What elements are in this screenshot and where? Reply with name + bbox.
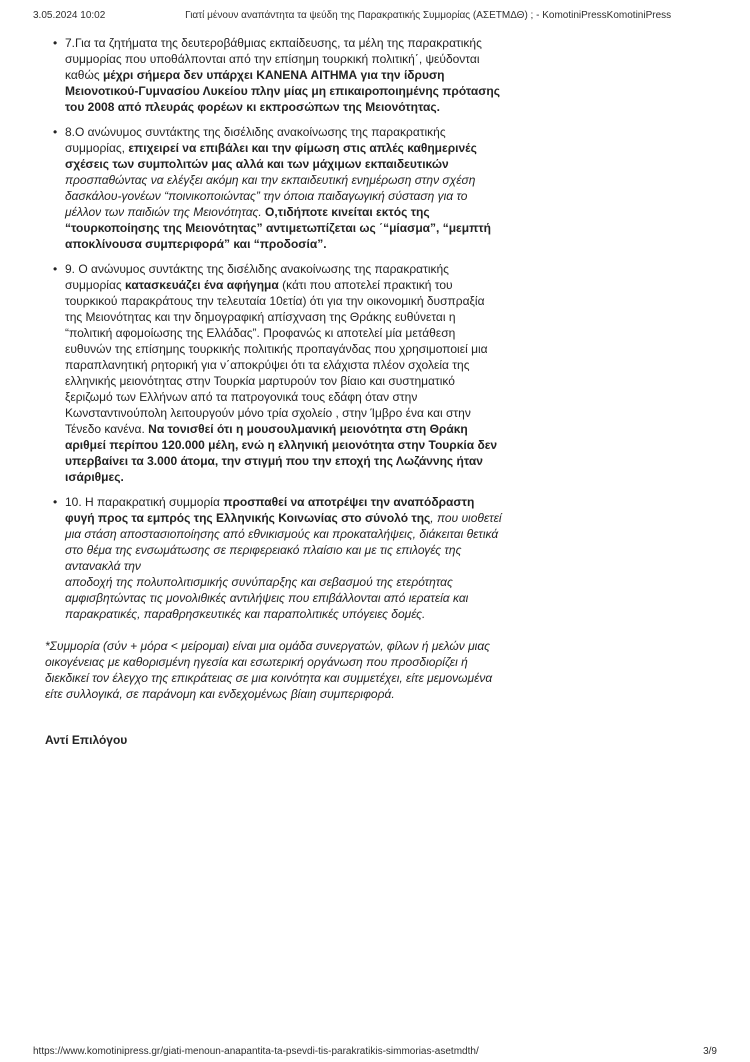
print-datetime: 3.05.2024 10:02 [33, 10, 106, 21]
text-segment: , που υιοθετεί μια στάση αποστασιοποίησης από εθνικισμούς και προκαταλήψεις, διάκειται θετικά στο θέμα της ενσωμάτωσης σε περιφερειακό πλαίσιο και με τις επιλογές της αντανακλά την [65, 511, 502, 573]
list-item-7 [65, 35, 502, 115]
article-body [45, 35, 502, 748]
print-title: Γιατί μένουν αναπάντητα τα ψεύδη της Παρακρατικής Συμμορίας (ΑΣΕΤΜΔΘ) ; - KomotiniPressKomotiniPress [185, 10, 672, 21]
text-segment: προσπαθεί να αποτρέψει την αναπόδραστη φυγή προς τα εμπρός της Ελληνικής Κοινωνίας στο σύνολό της [65, 495, 475, 525]
text-segment: Ο,τιδήποτε κινείται εκτός της “τουρκοποίησης της Μειονότητας” αντιμετωπίζεται ως ΄“μίασμα”, “μεμπτή αποκλίνουσα συμπεριφορά” και “προδοσία”. [65, 205, 491, 251]
page-indicator: 3/9 [703, 1046, 717, 1057]
text-segment: αποδοχή της πολυπολιτισμικής συνύπαρξης και σεβασμού της ετερότητας αμφισβητώντας τις μονολιθικές αντιλήψεις που επιβάλλονται από ιερατεία και παρακρατικές, παραθρησκευτικές και παραπολιτικές υπόγειες δομές. [65, 575, 469, 621]
text-segment: επιχειρεί να επιβάλει και την φίμωση στις απλές καθημερινές σχέσεις των συμπολιτών μας αλλά και των μάχιμων εκπαιδευτικών [65, 141, 477, 171]
text-segment: 10. Η παρακρατική συμμορία [65, 495, 224, 509]
text-segment: προσπαθώντας να ελέγξει ακόμη και την εκπαιδευτική ενημέρωση στην σχέση δασκάλου-γονέων “ποινικοποιώντας” την όποια παιδαγωγική σύσταση για το μέλλον των παιδιών της Μειονότητας. [65, 173, 476, 219]
text-segment: 8.Ο ανώνυμος συντάκτης της δισέλιδης ανακοίνωσης της παρακρατικής συμμορίας, [65, 125, 446, 155]
text-segment: Να τονισθεί ότι η μουσουλμανική μειονότητα στη Θράκη αριθμεί περίπου 120.000 μέλη, ενώ η ελληνική μειονότητα στην Τουρκία δεν υπερβαίνει τα 3.000 άτομα, την στιγμή που την εποχή της Λωζάννης ήταν ισάριθμες. [65, 422, 498, 484]
text-segment: μέχρι σήμερα δεν υπάρχει ΚΑΝΕΝΑ ΑΙΤΗΜΑ για την ίδρυση Μειονοτικού-Γυμνασίου Λυκείου πλην μίας μη επικαιροποιημένης πρότασης του 2008 από πλευράς φορέων κι εκπροσώπων της Μειονότητας. [65, 68, 501, 114]
print-header [33, 10, 717, 21]
article-list [45, 35, 502, 622]
list-item-8 [65, 124, 502, 252]
list-item-9 [65, 261, 502, 485]
text-segment: (κάτι που αποτελεί πρακτική του τουρκικού παρακράτους την τελευταία 10ετία) ότι για την οικονομική δυσπραξία της Μειονότητας και την δημογραφική απίσχναση της Θράκης ευθύνεται η “πολιτική αφομοίωσης της Ελλάδας”. Προφανώς κι αποτελεί μία μετάθεση ευθυνών της επίσημης τουρκικής πολιτικής προπαγάνδας που χρησιμοποιεί μια παραπλανητική ρητορική για ν΄αποκρύψει ότι τα ελάχιστα πλέον σχολεία της ελληνικής μειονότητας στην Τουρκία μαρτυρούν τον βίαιο και συστηματικό ξεριζωμό των Ελλήνων από τα πατρογονικά τους εδάφη όταν στην Κωνσταντινούπολη λειτουργούν μόνο τρία σχολείο , στην Ίμβρο ένα και στην Τένεδο κανένα. [65, 278, 488, 436]
print-url: https://www.komotinipress.gr/giati-menoun-anapantita-ta-psevdi-tis-parakratikis-simmorias-asetmdth/ [33, 1046, 479, 1057]
text-segment: 7.Για τα ζητήματα της δευτεροβάθμιας εκπαίδευσης, τα μέλη της παρακρατικής συμμορίας που υποθάλπονται από την επίσημη τουρκική πολιτική΄, ψεύδονται καθώς [65, 36, 482, 82]
text-segment: 9. Ο ανώνυμος συντάκτης της δισέλιδης ανακοίνωσης της παρακρατικής συμμορίας [65, 262, 449, 292]
print-footer [33, 1046, 717, 1057]
text-segment: κατασκευάζει ένα αφήγημα [125, 278, 279, 292]
footnote-paragraph: *Συμμορία (σύν + μόρα < μείρομαι) είναι μια ομάδα συνεργατών, φίλων ή μελών μιας οικογένειας με καθορισμένη ηγεσία και εσωτερική οργάνωση που προσδιορίζει ή διεκδικεί τον έλεγχο της επικράτειας σε μια κοινότητα και συμμετέχει, είτε μεμονωμένα είτε συλλογικά, σε παράνομη και ενδεχομένως βίαιη συμπεριφορά. [45, 639, 493, 701]
list-item-10 [65, 494, 502, 622]
closing-heading: Αντί Επιλόγου [45, 733, 128, 747]
